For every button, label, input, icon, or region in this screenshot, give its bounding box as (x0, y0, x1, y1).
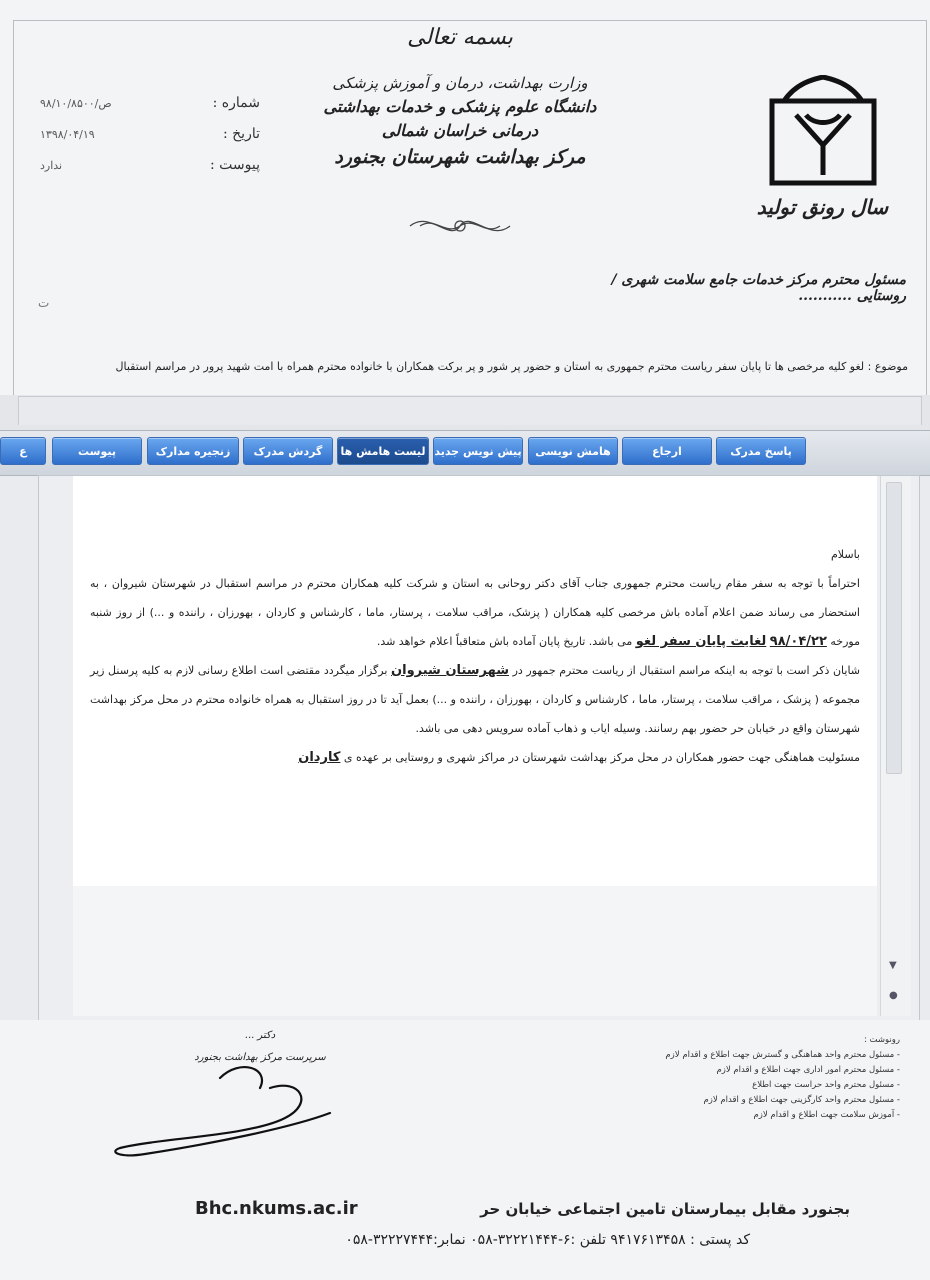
cc-list (560, 1033, 900, 1123)
date-row (40, 119, 260, 150)
university-name: دانشگاه علوم پزشکی و خدمات بهداشتی درمانی خراسان شمالی (323, 96, 597, 140)
paragraph-1-end: می باشد. تاریخ پایان آماده باش متعاقباً اعلام خواهد شد. (376, 635, 633, 648)
paragraph-1-date: ۹۸/۰۴/۲۲ (769, 634, 827, 649)
cc-item: - مسئول محترم واحد کارگزینی جهت اطلاع و اقدام لازم (703, 1095, 900, 1105)
document-page-lower (73, 886, 877, 1016)
signer-name: دکتر ... (244, 1030, 276, 1041)
tab-attachment[interactable]: پیوست (52, 437, 142, 465)
footer-website: Bhc.nkums.ac.ir (195, 1198, 358, 1219)
greeting: باسلام (830, 548, 860, 561)
attachment-row (40, 150, 260, 181)
university-logo (766, 75, 880, 189)
cc-item: - مسئول محترم واحد هماهنگی و گسترش جهت اطلاع و اقدام لازم (665, 1050, 900, 1060)
attachment-value: ندارد (40, 158, 63, 172)
number-label: شماره : (212, 95, 260, 111)
cc-item: - مسئول محترم امور اداری جهت اطلاع و اقدام لازم (716, 1065, 900, 1075)
scroll-page-icon[interactable]: ● (889, 990, 898, 1001)
header-lines (300, 72, 620, 171)
tab-refer[interactable]: ارجاع (622, 437, 712, 465)
tab-annotation-list[interactable]: لیست هامش ها (337, 437, 429, 465)
paragraph-2-bold: شهرستان شیروان (391, 663, 509, 678)
slogan: سال رونق تولید (756, 195, 889, 219)
center-name: مرکز بهداشت شهرستان بجنورد (334, 145, 586, 168)
tab-cut-off[interactable]: ع (0, 437, 46, 465)
scrollbar-thumb[interactable] (886, 482, 902, 774)
ministry-name: وزارت بهداشت، درمان و آموزش پزشکی (332, 74, 588, 92)
paragraph-mark-icon: ت (38, 296, 50, 310)
paragraph-1 (90, 569, 860, 656)
tab-annotate[interactable]: هامش نویسی (528, 437, 618, 465)
paragraph-2-end: برگزار میگردد مقتضی است اطلاع رسانی لازم به کلیه پرسنل زیر مجموعه ( پزشک ، مراقب سلامت ، پرستار، ماما ، کارشناس و کاردان ، بهورزان ، راننده و ...) بعمل آید تا در روز استقبال به همراه خانواده محترم در محل مرکز بهداشت شهرستان واقع در خیابان حر حضور بهم رسانند. وسیله ایاب و ذهاب آماده سرویس دهی می باشد. (90, 664, 860, 735)
tab-document-chain[interactable]: زنجیره مدارک (147, 437, 239, 465)
number-value: ۹۸/۱۰/۸۵۰۰/ص (40, 96, 112, 110)
ornament-icon (400, 208, 520, 244)
signer-title: سرپرست مرکز بهداشت بجنورد (194, 1052, 326, 1063)
cc-item: - آموزش سلامت جهت اطلاع و اقدام لازم (753, 1110, 900, 1120)
cc-item: - مسئول محترم واحد حراست جهت اطلاع (752, 1080, 900, 1090)
paragraph-3-text: مسئولیت هماهنگی جهت حضور همکاران در محل مرکز بهداشت شهرستان در مراکز شهری و روستایی بر عهده ی (343, 751, 860, 764)
paragraph-3 (90, 743, 860, 772)
paragraph-2 (90, 656, 860, 743)
subject-line: موضوع : لغو کلیه مرخصی ها تا پایان سفر ریاست محترم جمهوری به استان و حضور پر شور و پر برکت همکاران با خانواده محترم همراه با امت شهید پرور در مراسم استقبال (115, 360, 908, 373)
toolbar-header (18, 396, 922, 425)
attachment-label: پیوست : (210, 157, 260, 173)
date-label: تاریخ : (222, 126, 260, 142)
tab-document-flow[interactable]: گردش مدرک (243, 437, 333, 465)
recipient-line: مسئول محترم مرکز خدمات جامع سلامت شهری / روستایی ........... (611, 272, 906, 304)
paragraph-1-text: احتراماً با توجه به سفر مقام ریاست محترم جمهوری جناب آقای دکتر روحانی به استان و شرکت کلیه همکاران محترم در مراسم استقبال در شهرستان شیروان ، به استحضار می رساند ضمن اعلام آماده باش مرخصی کلیه همکاران ( پزشک، مراقب سلامت ، پرستار، ماما ، کارشناس و کاردان ، بهورزان ، راننده و ...) از روز شنبه مورخه (90, 577, 860, 648)
footer-contact: کد پستی : ۹۴۱۷۶۱۳۴۵۸ تلفن :۶-۳۲۲۲۱۴۴۴-۰۵۸ نمابر:۳۲۲۲۷۴۴۴-۰۵۸ (345, 1232, 750, 1248)
bismillah: بسمه تعالی (407, 25, 513, 50)
letter-body (90, 540, 860, 772)
scroll-down-arrow-icon[interactable]: ▼ (889, 960, 897, 971)
footer-address: بجنورد مقابل بیمارستان تامین اجتماعی خیابان حر (480, 1200, 850, 1218)
number-row (40, 88, 260, 119)
cc-title: رونوشت : (863, 1035, 900, 1045)
date-value: ۱۳۹۸/۰۴/۱۹ (40, 127, 95, 141)
paragraph-3-bold: کاردان (298, 750, 341, 765)
letter-meta (40, 88, 260, 181)
paragraph-1-bold: لغایت پایان سفر لغو (635, 634, 767, 649)
tab-reply-document[interactable]: پاسخ مدرک (716, 437, 806, 465)
tab-new-draft[interactable]: پیش نویس جدید (433, 437, 523, 465)
paragraph-2-text: شایان ذکر است با توجه به اینکه مراسم استقبال از ریاست محترم جمهور در (512, 664, 861, 677)
signature-block (180, 1025, 340, 1069)
